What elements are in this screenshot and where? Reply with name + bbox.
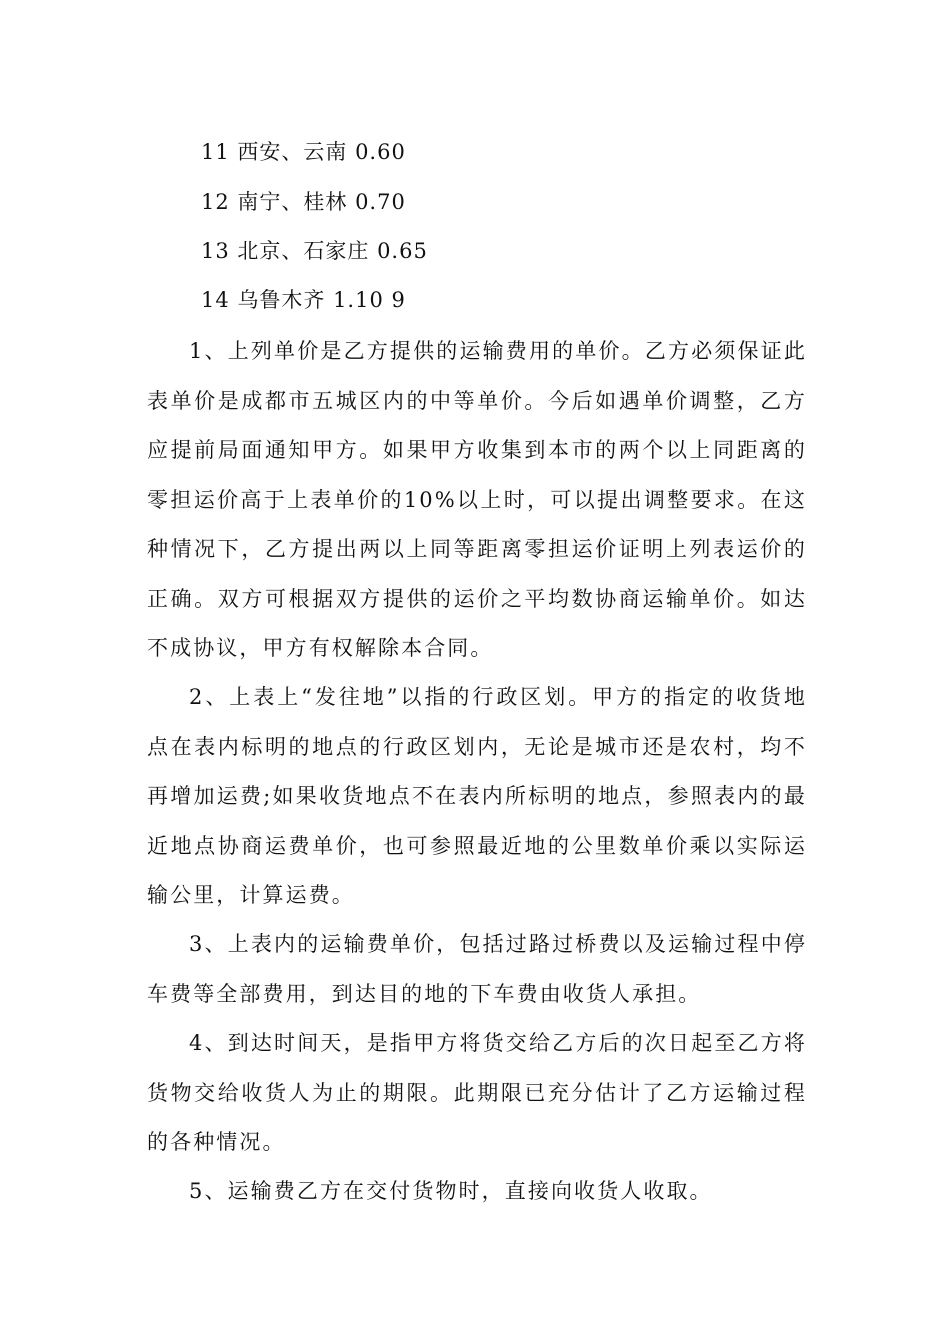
- clause-4-paragraph: 4、到达时间天，是指甲方将货交给乙方后的次日起至乙方将货物交给收货人为止的期限。此期限已充分估计了乙方运输过程的各种情况。: [147, 1031, 807, 1154]
- clause-5-paragraph: 5、运输费乙方在交付货物时，直接向收货人收取。: [189, 1179, 713, 1203]
- clause-3-paragraph: 3、上表内的运输费单价，包括过路过桥费以及运输过程中停车费等全部费用，到达目的地的下车费由收货人承担。: [147, 932, 807, 1006]
- rate-list-item: 13 北京、石家庄 0.65: [201, 239, 428, 263]
- rate-list-item: 11 西安、云南 0.60: [201, 140, 406, 164]
- clause-2-paragraph: 2、上表上“发往地”以指的行政区划。甲方的指定的收货地点在表内标明的地点的行政区划内，无论是城市还是农村，均不再增加运费;如果收货地点不在表内所标明的地点，参照表内的最近地点协商运费单价，也可参照最近地的公里数单价乘以实际运输公里，计算运费。: [147, 685, 807, 907]
- clause-1-paragraph: 1、上列单价是乙方提供的运输费用的单价。乙方必须保证此表单价是成都市五城区内的中等单价。今后如遇单价调整，乙方应提前局面通知甲方。如果甲方收集到本市的两个以上同距离的零担运价高于上表单价的10%以上时，可以提出调整要求。在这种情况下，乙方提出两以上同等距离零担运价证明上列表运价的正确。双方可根据双方提供的运价之平均数协商运输单价。如达不成协议，甲方有权解除本合同。: [147, 339, 807, 660]
- rate-list-item: 14 乌鲁木齐 1.10 9: [201, 288, 406, 312]
- rate-list-item: 12 南宁、桂林 0.70: [201, 190, 406, 214]
